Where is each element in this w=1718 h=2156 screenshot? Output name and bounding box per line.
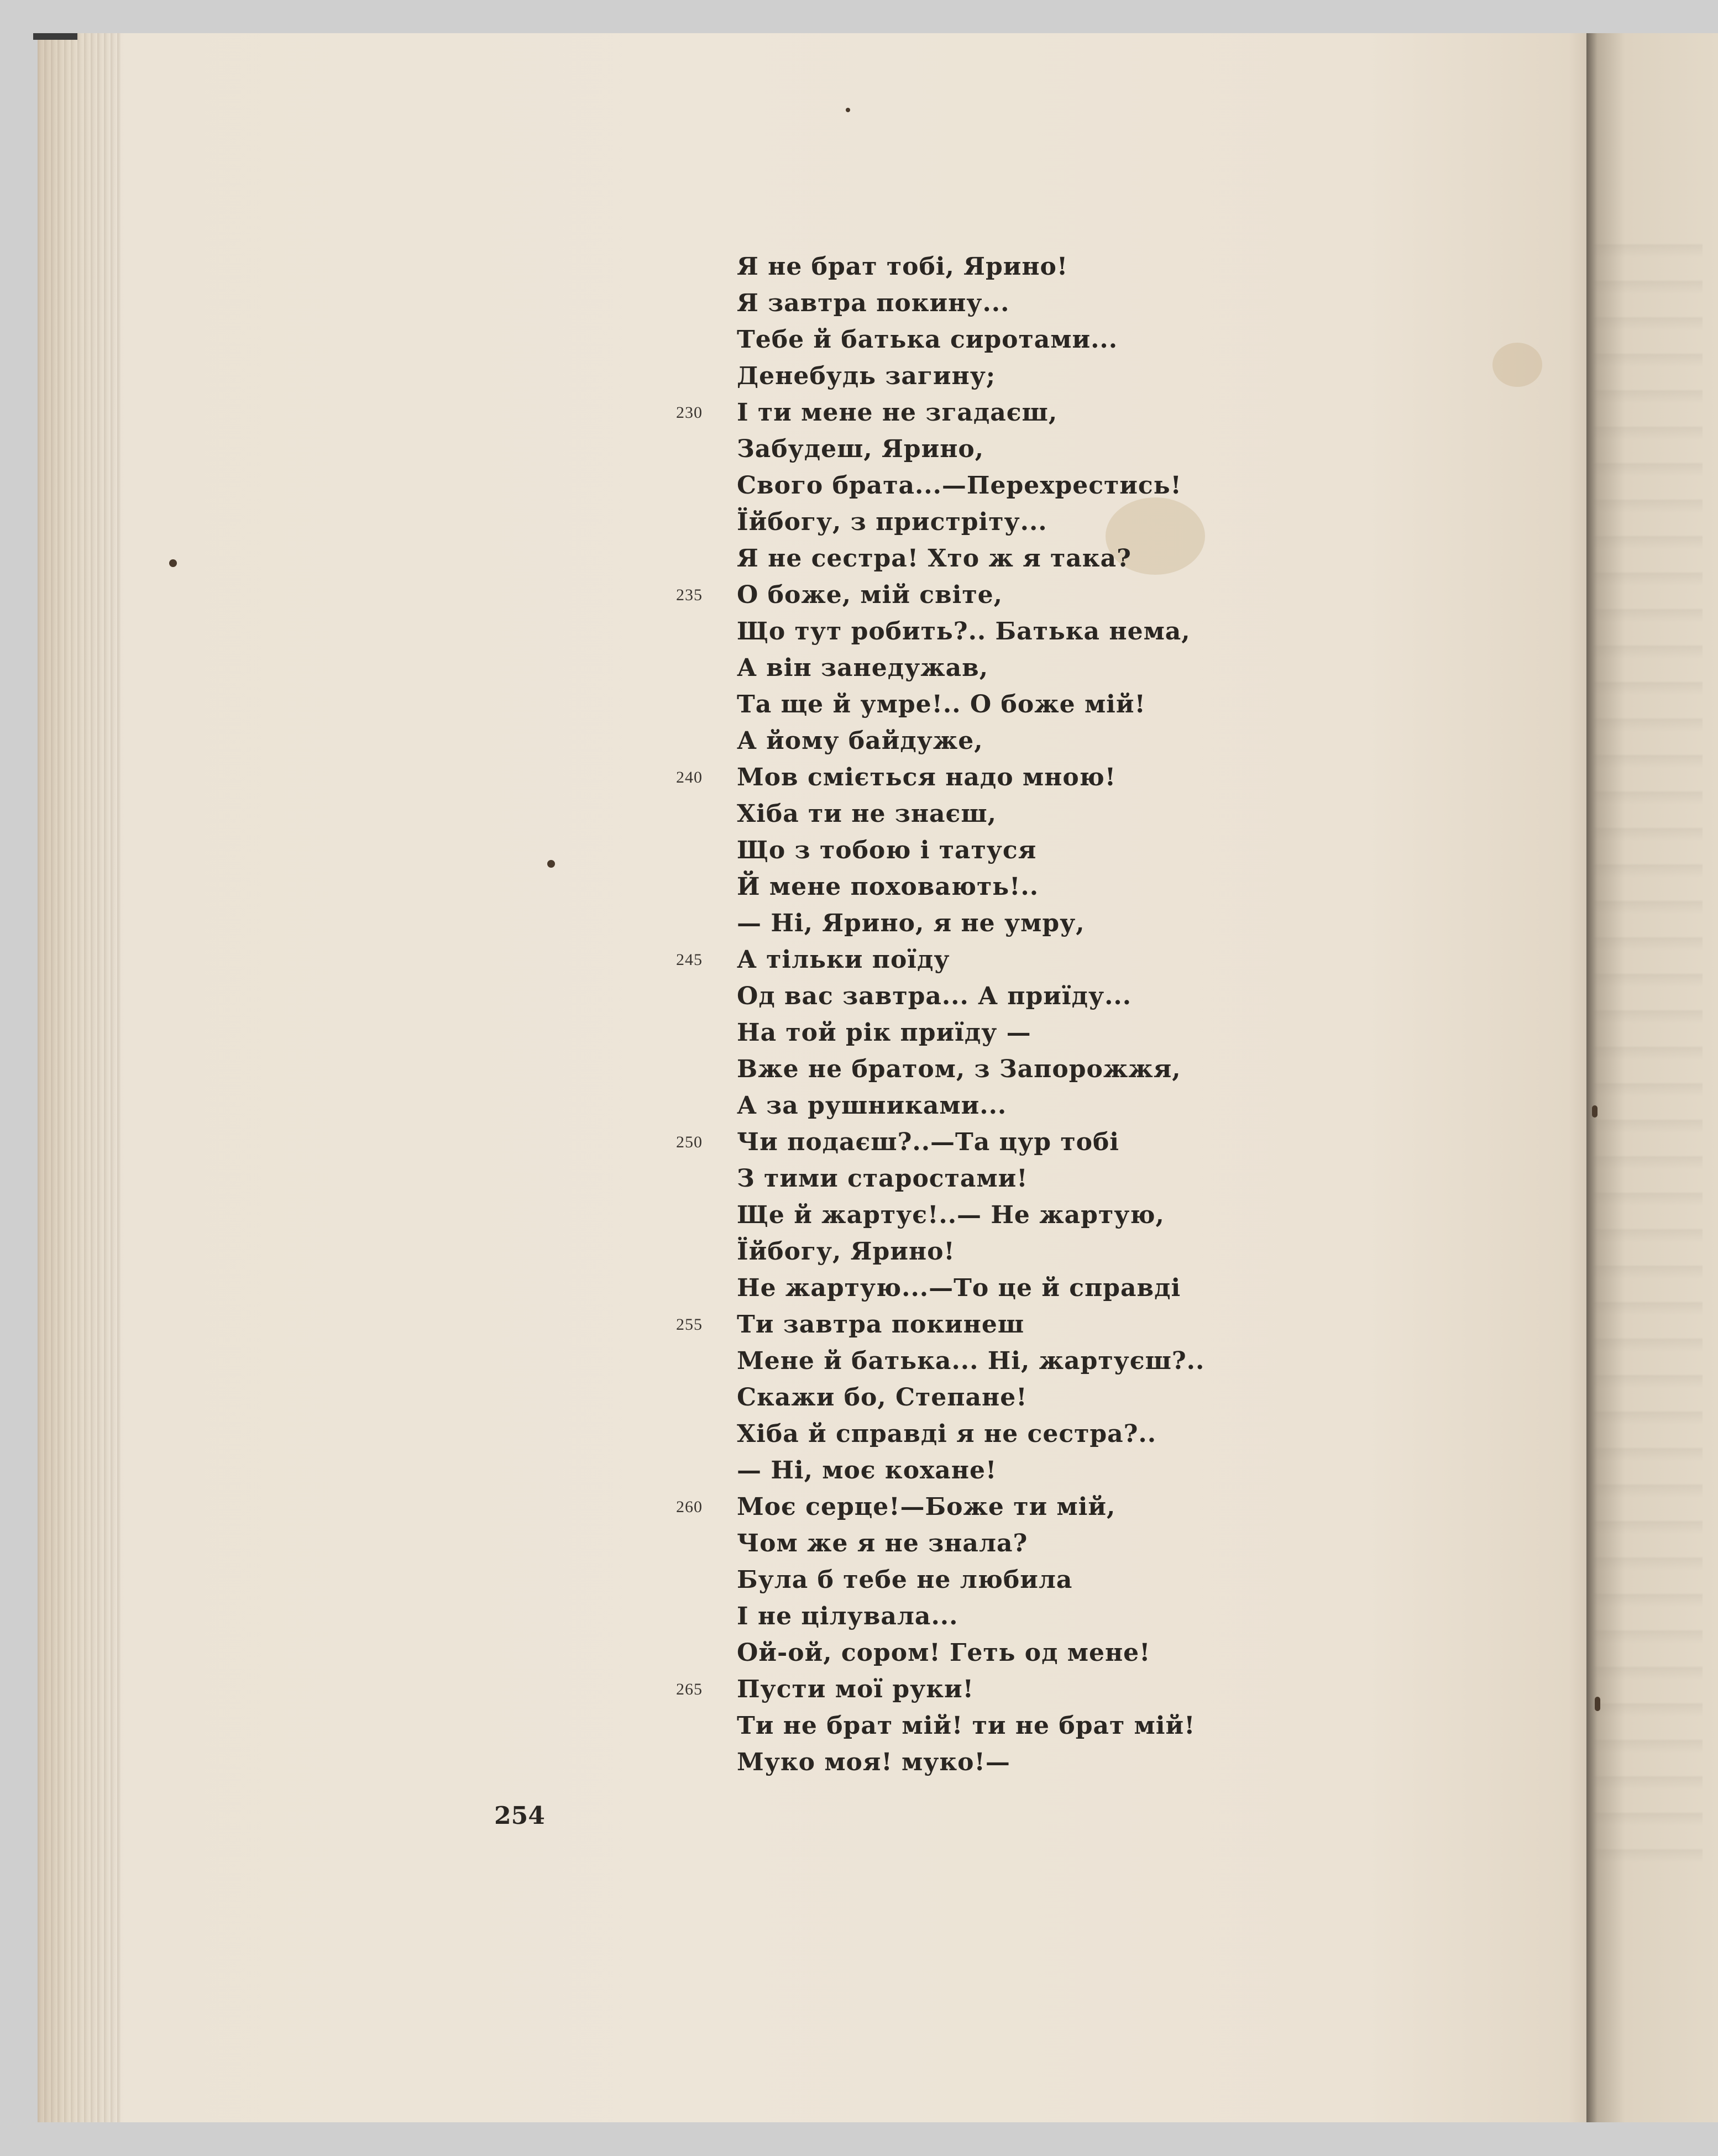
ink-spot — [1592, 1105, 1597, 1118]
line-number: 255 — [676, 1315, 703, 1334]
poem-verse — [676, 249, 1566, 1781]
verse-line — [737, 504, 1566, 541]
verse-line — [737, 1562, 1566, 1598]
verse-line — [737, 1270, 1566, 1307]
verse-line — [737, 832, 1566, 869]
verse-line — [737, 905, 1566, 942]
line-number: 250 — [676, 1133, 703, 1151]
verse-line — [676, 942, 1566, 978]
line-number: 235 — [676, 586, 703, 604]
verse-line — [737, 249, 1566, 285]
line-number: 265 — [676, 1680, 703, 1698]
verse-line — [737, 468, 1566, 504]
verse-line — [737, 1015, 1566, 1051]
verse-line — [676, 1489, 1566, 1525]
line-text: Хіба й справді я не сестра?.. — [737, 1420, 1157, 1448]
line-text: Що тут робить?.. Батька нема, — [737, 617, 1191, 646]
line-text: Ти не брат мій! ти не брат мій! — [737, 1712, 1196, 1740]
verse-line — [737, 1161, 1566, 1197]
line-text: Чом же я не знала? — [737, 1529, 1028, 1557]
verse-line — [737, 431, 1566, 468]
verse-line — [737, 1598, 1566, 1635]
line-text: Не жартую...—То це й справді — [737, 1274, 1181, 1302]
verse-line — [737, 613, 1566, 650]
verse-line — [737, 1234, 1566, 1270]
verse-line — [737, 1744, 1566, 1781]
verse-line — [676, 1124, 1566, 1161]
verse-line — [737, 1525, 1566, 1562]
ink-spot — [547, 860, 555, 868]
verse-line — [737, 285, 1566, 322]
verse-line — [676, 577, 1566, 613]
line-text: Муко моя! муко!— — [737, 1748, 1010, 1776]
line-text: Й мене поховають!.. — [737, 873, 1039, 901]
line-text: Моє серце!—Боже ти мій, — [737, 1493, 1116, 1521]
page-left-edge — [38, 33, 121, 2122]
line-text: І ти мене не згадаєш, — [737, 398, 1058, 427]
line-text: Скажи бо, Степане! — [737, 1383, 1028, 1412]
page-number: 254 — [494, 1802, 545, 1830]
verse-line — [737, 1708, 1566, 1744]
verse-line — [737, 1197, 1566, 1234]
line-text: Пусти мої руки! — [737, 1675, 974, 1703]
verse-line — [676, 1307, 1566, 1343]
line-text: Та ще й умре!.. О боже мій! — [737, 690, 1146, 718]
line-text: О боже, мій світе, — [737, 581, 1003, 609]
verse-line — [737, 978, 1566, 1015]
verse-line — [737, 1379, 1566, 1416]
verse-line — [737, 650, 1566, 686]
line-text: Хіба ти не знаєш, — [737, 800, 997, 828]
line-text: Забудеш, Ярино, — [737, 435, 984, 463]
line-text: Була б тебе не любила — [737, 1566, 1073, 1594]
verse-line — [737, 723, 1566, 759]
verse-line — [737, 869, 1566, 905]
line-text: Їйбогу, Ярино! — [737, 1237, 955, 1266]
verse-line — [737, 1635, 1566, 1671]
verse-line — [737, 1051, 1566, 1088]
line-text: — Ні, моє кохане! — [737, 1456, 997, 1484]
ink-spot — [169, 559, 177, 567]
line-number: 230 — [676, 403, 703, 422]
line-text: Ще й жартує!..— Не жартую, — [737, 1201, 1165, 1229]
line-number: 240 — [676, 768, 703, 786]
line-text: А він занедужав, — [737, 654, 989, 682]
facing-page-bleed — [1592, 221, 1703, 1879]
line-number: 245 — [676, 951, 703, 969]
verse-line — [676, 759, 1566, 796]
verse-line — [737, 541, 1566, 577]
scan-edge-strip — [33, 33, 77, 40]
line-text: Що з тобою і татуся — [737, 836, 1037, 864]
line-text: Тебе й батька сиротами... — [737, 326, 1118, 354]
verse-line — [737, 1416, 1566, 1452]
ink-spot — [846, 108, 850, 112]
line-text: Денебудь загину; — [737, 362, 996, 390]
line-text: — Ні, Ярино, я не умру, — [737, 909, 1085, 937]
ink-spot — [1595, 1697, 1600, 1711]
verse-line — [737, 1452, 1566, 1489]
line-text: На той рік приїду — — [737, 1019, 1031, 1047]
line-text: Мене й батька... Ні, жартуєш?.. — [737, 1347, 1205, 1375]
verse-line — [676, 395, 1566, 431]
line-text: Я не сестра! Хто ж я така? — [737, 544, 1132, 573]
verse-line — [737, 686, 1566, 723]
verse-line — [737, 322, 1566, 358]
verse-line — [737, 796, 1566, 832]
line-number: 260 — [676, 1498, 703, 1516]
line-text: Ой-ой, сором! Геть од мене! — [737, 1639, 1151, 1667]
line-text: А йому байдуже, — [737, 727, 983, 755]
line-text: Чи подаєш?..—Та цур тобі — [737, 1128, 1120, 1156]
verse-line — [676, 1671, 1566, 1708]
line-text: Ти завтра покинеш — [737, 1310, 1025, 1339]
line-text: Вже не братом, з Запорожжя, — [737, 1055, 1181, 1083]
line-text: Мов сміється надо мною! — [737, 763, 1117, 791]
verse-line — [737, 1343, 1566, 1379]
line-text: Я завтра покину... — [737, 289, 1010, 317]
line-text: З тими старостами! — [737, 1164, 1028, 1193]
verse-line — [737, 1088, 1566, 1124]
line-text: Од вас завтра... А приїду... — [737, 982, 1132, 1010]
line-text: Я не брат тобі, Ярино! — [737, 253, 1068, 281]
line-text: А тільки поїду — [737, 946, 950, 974]
line-text: Їйбогу, з пристріту... — [737, 508, 1047, 536]
line-text: А за рушниками... — [737, 1092, 1007, 1120]
line-text: Свого брата...—Перехрестись! — [737, 471, 1182, 500]
verse-line — [737, 358, 1566, 395]
line-text: І не цілувала... — [737, 1602, 958, 1630]
